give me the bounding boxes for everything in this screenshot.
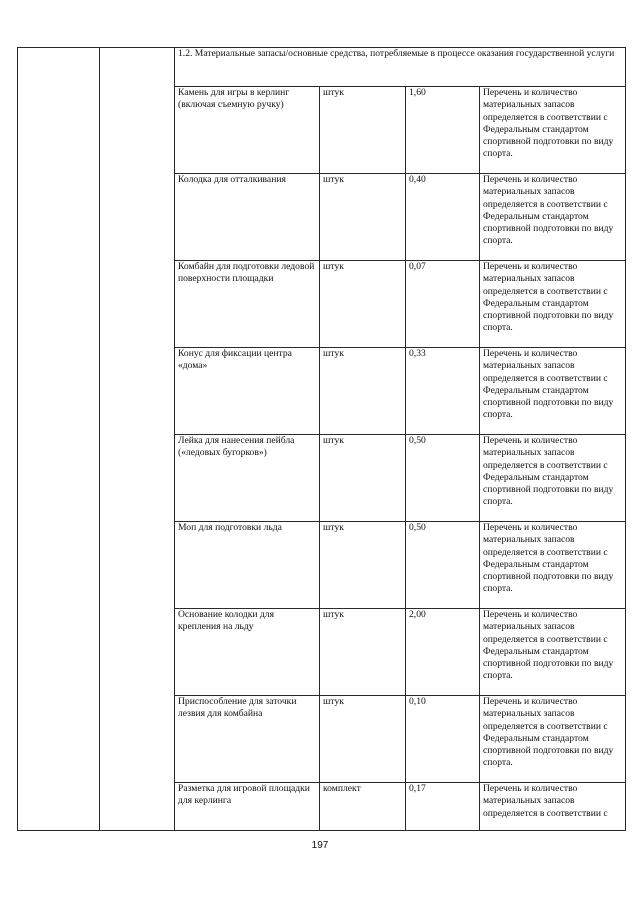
item-name: Разметка для игровой площадки для керлинга (175, 783, 320, 831)
item-name: Колодка для отталкивания (175, 174, 320, 261)
item-name: Конус для фиксации центра «дома» (175, 348, 320, 435)
item-value: 0,50 (406, 435, 480, 522)
item-value: 0,07 (406, 261, 480, 348)
item-note: Перечень и количество материальных запасов определяется в соответствии с Федеральным стандартом спортивной подготовки по виду спорта. (480, 522, 626, 609)
item-unit: штук (320, 261, 406, 348)
item-note: Перечень и количество материальных запасов определяется в соответствии с Федеральным стандартом спортивной подготовки по виду спорта. (480, 174, 626, 261)
item-note: Перечень и количество материальных запасов определяется в соответствии с Федеральным стандартом спортивной подготовки по виду спорта. (480, 87, 626, 174)
item-note: Перечень и количество материальных запасов определяется в соответствии с (480, 783, 626, 831)
requirements-table (17, 47, 626, 831)
item-unit: штук (320, 609, 406, 696)
item-name: Камень для игры в керлинг (включая съемную ручку) (175, 87, 320, 174)
item-note: Перечень и количество материальных запасов определяется в соответствии с Федеральным стандартом спортивной подготовки по виду спорта. (480, 609, 626, 696)
item-value: 0,50 (406, 522, 480, 609)
item-value: 0,33 (406, 348, 480, 435)
item-name: Комбайн для подготовки ледовой поверхности площадки (175, 261, 320, 348)
item-unit: штук (320, 435, 406, 522)
item-name: Лейка для нанесения пейбла («ледовых бугорков») (175, 435, 320, 522)
item-note: Перечень и количество материальных запасов определяется в соответствии с Федеральным стандартом спортивной подготовки по виду спорта. (480, 435, 626, 522)
item-note: Перечень и количество материальных запасов определяется в соответствии с Федеральным стандартом спортивной подготовки по виду спорта. (480, 696, 626, 783)
page-number: 197 (311, 840, 329, 851)
section-row (18, 48, 626, 87)
item-note: Перечень и количество материальных запасов определяется в соответствии с Федеральным стандартом спортивной подготовки по виду спорта. (480, 261, 626, 348)
item-unit: штук (320, 87, 406, 174)
item-name: Моп для подготовки льда (175, 522, 320, 609)
section-title: 1.2. Материальные запасы/основные средства, потребляемые в процессе оказания государственной услуги (175, 48, 626, 87)
item-unit: штук (320, 174, 406, 261)
item-name: Приспособление для заточки лезвия для комбайна (175, 696, 320, 783)
item-value: 2,00 (406, 609, 480, 696)
left-empty-column (18, 48, 100, 831)
item-value: 0,17 (406, 783, 480, 831)
item-unit: штук (320, 522, 406, 609)
item-value: 0,40 (406, 174, 480, 261)
second-empty-column (100, 48, 175, 831)
item-value: 1,60 (406, 87, 480, 174)
item-unit: штук (320, 696, 406, 783)
item-name: Основание колодки для крепления на льду (175, 609, 320, 696)
item-unit: штук (320, 348, 406, 435)
item-value: 0,10 (406, 696, 480, 783)
item-unit: комплект (320, 783, 406, 831)
item-note: Перечень и количество материальных запасов определяется в соответствии с Федеральным стандартом спортивной подготовки по виду спорта. (480, 348, 626, 435)
